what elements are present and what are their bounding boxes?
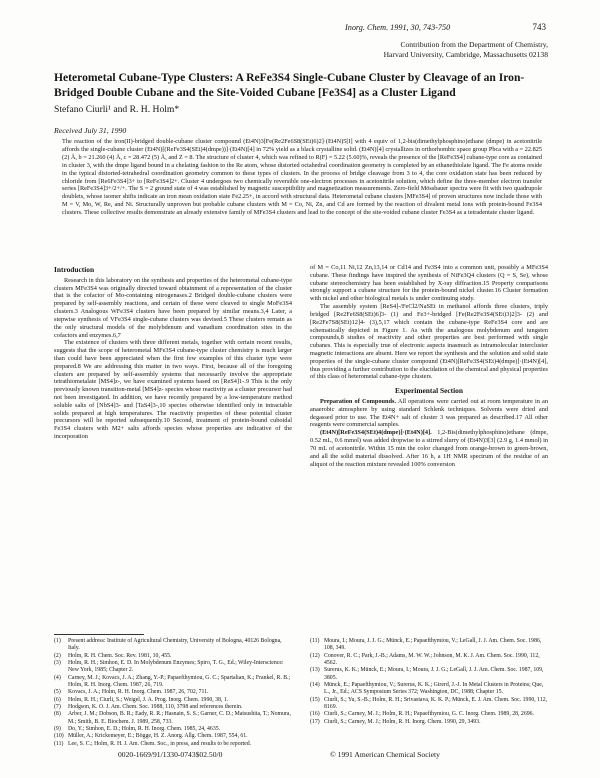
issn-code: 0020-1669/91/1330-0743$02.50/0 bbox=[118, 750, 223, 759]
footnote: (11) Lee, S. C.; Holm, R. H. J. Am. Chem. Soc., in press, and results to be reported. bbox=[54, 740, 252, 747]
footnote: (6) Holm, R. H.; Ciurli, S.; Weigel, J. A. Prog. Inorg. Chem. 1990, 38, 1. bbox=[54, 696, 229, 703]
right-column bbox=[310, 264, 548, 468]
footnote: (1) Present address: Institute of Agricultural Chemistry, University of Bologna, 40126 Bologna, Italy. bbox=[54, 638, 282, 652]
footnote: (7) Hodgson, K. O. J. Am. Chem. Soc. 1988, 110, 3798 and references therein. bbox=[54, 704, 243, 711]
footnote: (13) Surerus, K. K.; Münck, E.; Moura, I.; Moura, J. J. G.; LeGall, J. J. Am. Chem. Soc. 1987, 109, 3805. bbox=[310, 667, 544, 681]
article-title: Heterometal Cubane-Type Clusters: A ReFe3S4 Single-Cubane Cluster by Cleavage of an Iron-Bridged Double Cubane and the Site-Voided Cubane [Fe3S4] as a Cluster Ligand bbox=[54, 71, 525, 99]
left-column bbox=[54, 266, 292, 441]
paragraph: of M = Co,11 Ni,12 Zn,13,14 or Cd14 and Fe3S4 into a common unit, possibly a MFe3S4 cubane. These findings have inspired the synthesis of NiFe3Q4 clusters (Q = S, Se), whose cubane stereochemistry has been established by X-ray diffraction.15 Property comparisons strongly support a cubane structure for the protein-bound nickel cluster.16 Cluster formation with nickel and other biological metals is under continuing study. bbox=[310, 264, 548, 303]
subsection-text: All operations were carried out at room temperature in an anaerobic atmosphere by using standard Schlenk techniques. Solvents were dried and degassed prior to use. The Et4N+ salt of cluster 3 was prepared as described.17 All other reagents were commercial samples. bbox=[310, 398, 548, 429]
paragraph: The existence of clusters with three different metals, together with certain recent results, suggests that the scope of heterometal MFe3S4 cubane-type cluster chemistry is much larger than could have been appreciated when the first few examples of this cluster type were prepared.8 We are addressing this matter in two ways. First, because all of the foregoing clusters are prepared by self-assembly systems that necessarily involve the appropriate tetrathiometalate [MS4]z-, we have examined systems based on [ReS4]1-.9 This is the only previously known transition-metal [MS4]z- species whose reactivity as a cluster precursor had not been investigated. In addition, we have recently prepared by a low-temperature method soluble salts of [NbS4]3- and [TaS4]3-,10 species otherwise identified only in intractable solids prepared at high temperatures. The reactivity properties of these potential cluster precursors will be reported subsequently.10 Second, treatment of protein-bound cuboidal Fe3S4 clusters with M2+ salts affords species whose properties are indicative of the incorporation bbox=[54, 339, 292, 441]
contribution-line: Contribution from the Department of Chemistry, bbox=[400, 40, 548, 49]
footnote: (8) Arber, J. M.; Dobson, B. R.; Eady, R. R.; Hasnain, S. S.; Garner, C. D.; Matsushita, T.; Nomura, M.; Smith, B. E. Biochem. J. 1989, 258, 733. bbox=[54, 711, 291, 725]
abstract: The reaction of the iron(II)-bridged double-cubane cluster compound (Et4N)3[Fe(Re2Fe6S8(SEt)6)2]·(Et4N)5[I] with 4 equiv of 1,2-bis(dimethylphosphino)ethane (dmpe) in acetonitrile affords the single-cubane cluster (Et4N)[(ReFe3S4(SEt)4(dmpe))]·(Et4N)[4] in 72% yield as a black crystalline solid. (Et4N)[4] crystallizes in orthorhombic space group Pbca with a = 22.825 (2) Å, b = 21.260 (4) Å, c = 28.472 (5) Å, and Z = 8. The structure of cluster 4, which was refined to R(F) = 5.22 (5.60)%, reveals the presence of the [ReFe3S4] cubane-type core as contained in cluster 3, with the dmpe ligand bound in a chelating fashion to the Re atom, whose distorted octahedral coordination geometry is completed by an ethanethiolate ligand. The Fe atoms reside in the typical distorted-tetrahedral coordination geometry common to these types of clusters. In the process of bridge cleavage from 3 to 4, the core oxidation state has been reduced by chloride from [Re6Fe3S4]3+ to [ReFe3S4]2+. Cluster 4 undergoes two chemically reversible one-electron processes in acetonitrile solution, which define the three-member electron transfer series [ReFe3S4]3+/2+/+. The S = 2 ground state of 4 was established by magnetic susceptibility and magnetization measurements. Zero-field Mössbauer spectra were fit with two quadrupole doublets, whose isomer shifts indicate an iron mean oxidation state Fe2.25+, in accord with structural data. Heterometal cubane clusters [MFe3S4] of proven structures now include those with M = V, Mo, W, Re, and Ni. Structurally unproven but probable cubane clusters with M = Co, Ni, Zn, and Cd are formed by the reaction of divalent metal ions with protein-bound Fe3S4 clusters. These collective results demonstrate an already extensive family of MFe3S4 clusters and lead to the concept of the site-voided cubane cluster Fe3S4 as a tetradentate cluster ligand. bbox=[62, 138, 542, 217]
footnote: (10) Müller, A.; Krickemeyer, E.; Bögge, H. Z. Anorg. Allg. Chem. 1987, 554, 61. bbox=[54, 733, 248, 740]
footnote: (2) Holm, R. H. Chem. Soc. Rev. 1981, 10, 455. bbox=[54, 652, 172, 659]
paragraph: Research in this laboratory on the synthesis and properties of the heterometal cubane-type clusters MFe3S4 was originally directed toward obtainment of a representation of the cluster that is the cofactor of Mo-containing nitrogenases.2 Bridged double-cubane clusters were prepared by self-assembly reactions, and certain of these were cleaved to single MoFe3S4 clusters.3 Analogous WFe3S4 clusters have been prepared by similar means.3,4 Later, a stepwise synthesis of VFe3S4 single-cubane clusters was devised.5 These clusters remain as the only structural models of the molybdenum and vanadium coordination sites in the cofactors and enzymes.6,7 bbox=[54, 276, 292, 339]
copyright: © 1991 American Chemical Society bbox=[330, 750, 440, 759]
footnote: (17) Ciurli, S.; Carney, M. J.; Holm, R. H. Inorg. Chem. 1990, 29, 3493. bbox=[310, 718, 481, 725]
footnote: (4) Carney, M. J.; Kovacs, J. A.; Zhang, Y.-P.; Papaefthymiou, G. C.; Spartalian, K.; Frankel, R. B.; Holm, R. H. Inorg. Chem. 1987, 26, 719. bbox=[54, 674, 291, 689]
contribution-block bbox=[262, 40, 548, 59]
footnote: (14) Münck, E.; Papaefthymiou, V.; Surerus, K. K.; Girerd, J.-J. In Metal Clusters in Proteins; Que, L., Jr., Ed.; ACS Symposium Series 372; Washington, DC, 1988; Chapter 15. bbox=[310, 682, 544, 696]
paragraph: The assembly system [ReS4]-/FeCl2/NaSEt in methanol affords three clusters, triply bridged [Re2Fe6S8(SEt)6]3- (1) and Fe3+-bridged [Fe(Re2Fe3S4(SEt)3)2]3- (2) and [Re2Fe7S8(SEt)12]4- (3),5,17 which contain the cubane-type ReFe3S4 core and are schematically depicted in Figure 1. As with the analogous molybdenum and tungsten compounds,8 studies of reactivity and other properties are best performed with single cubanes. This is especially true of electronic aspects inasmuch as intramolecular intercluster magnetic interactions are absent. Here we report the synthesis and the solution and solid state properties of the single-cubane cluster compound (Et4N)[ReFe3S4(SEt)4(dmpe)]·(Et4N)[4], thus providing a further contribution to the elucidation of the chemical and physical properties of this class of heterometal cubane-type clusters. bbox=[310, 303, 548, 381]
received-date: Received July 31, 1990 bbox=[54, 126, 127, 135]
footnote: (15) Ciurli, S.; Yu, S.-B.; Holm, R. H.; Srivastava, K. K. P.; Münck, E. J. Am. Chem. Soc. 1990, 112, 8169. bbox=[310, 696, 548, 711]
authors: Stefano Ciurli¹ and R. H. Holm* bbox=[54, 104, 180, 115]
section-heading: Introduction bbox=[54, 265, 95, 274]
contribution-line: Harvard University, Cambridge, Massachusetts 02138 bbox=[383, 49, 548, 59]
subsection-label: Preparation of Compounds. bbox=[320, 398, 397, 405]
section-heading: Experimental Section bbox=[395, 386, 463, 396]
journal-citation: Inorg. Chem. 1991, 30, 743-750 bbox=[345, 23, 451, 32]
page-number: 743 bbox=[532, 22, 546, 32]
footnote-rule bbox=[54, 634, 144, 635]
compound-text: 1,2-Bis(dimethylphosphino)ethane (dmpe, 0.52 mL, 0.6 mmol) was added dropwise to a stirred slurry of (Et4N)3[3] (2.9 g, 1.4 mmol) in 70 mL of acetonitrile. Within 15 min the color changed from orange-brown to green-brown, and all the solid material dissolved. After 16 h, a 1H NMR spectrum of the residue of an aliquot of the reaction mixture revealed 100% conversion bbox=[310, 429, 548, 468]
paragraph bbox=[310, 398, 548, 429]
footnote: (16) Ciurli, S.; Carney, M. J.; Holm, R. H.; Papaefthymiou, G. C. Inorg. Chem. 1989, 28, 2696. bbox=[310, 711, 534, 718]
footnote: (5) Kovacs, J. A.; Holm, R. H. Inorg. Chem. 1987, 26, 702, 711. bbox=[54, 689, 209, 696]
paragraph bbox=[310, 429, 548, 468]
compound-label: (Et4N)[ReFe3S4(SEt)4(dmpe)]·(Et4N)[4]. bbox=[320, 429, 432, 437]
footnote: (12) Conover, R. C.; Park, J.-B.; Adams, M. W. W.; Johnson, M. K. J. Am. Chem. Soc. 1990, 112, 4562. bbox=[310, 652, 540, 667]
left-footnotes bbox=[54, 638, 292, 748]
footnote: (11) Moura, I.; Moura, J. J. G.; Münck, E.; Papaefthymiou, V.; LeGall, J. J. Am. Chem. Soc. 1986, 108, 349. bbox=[310, 638, 542, 652]
right-footnotes bbox=[310, 638, 548, 726]
footnote: (9) Do, Y.; Simhon, E. D.; Holm, R. H. Inorg. Chem. 1985, 24, 4635. bbox=[54, 726, 221, 733]
footnote: (3) Holm, R. H.; Simhon, E. D. In Molybdenum Enzymes; Spiro, T. G., Ed.; Wiley-Interscience: New York, 1985; Chapter 2. bbox=[54, 660, 284, 674]
